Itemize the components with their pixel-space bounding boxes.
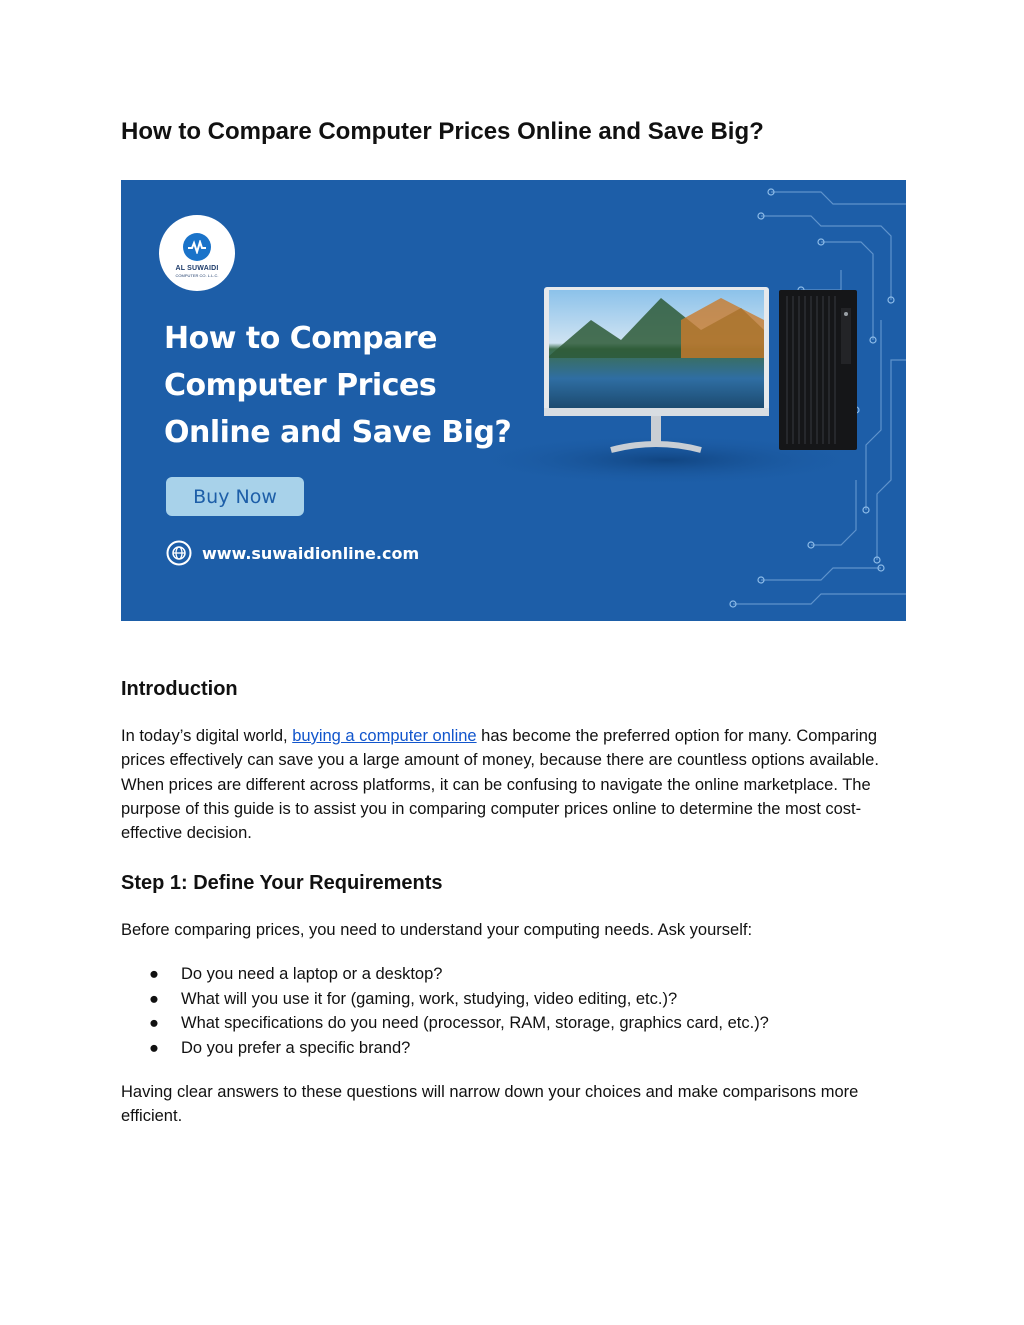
page-title: How to Compare Computer Prices Online and Save Big? [121,118,764,145]
buying-computer-online-link[interactable]: buying a computer online [292,727,477,745]
list-item-text: Do you need a laptop or a desktop? [181,965,443,983]
logo-sub-text: COMPUTER CO. L.L.C. [175,272,219,278]
buy-now-button[interactable]: Buy Now [166,477,304,516]
list-item [121,1036,769,1061]
bullet-icon: ● [149,965,159,983]
intro-text-rest: has become the preferred option for many. Comparing prices effectively can save you a large amount of money, because there are countless options available. When prices are different across platforms, it can be confusing to navigate the online marketplace. The purpose of this guide is to assist you in comparing computer prices online to determine the most cost-effective decision. [121,727,879,843]
website-url: www.suwaidionline.com [202,543,420,563]
step1-lead: Before comparing prices, you need to understand your computing needs. Ask yourself: [121,921,753,939]
requirements-list [121,962,769,1060]
banner-headline-line: How to Compare [164,321,438,356]
intro-text-start: In today’s digital world, [121,727,293,745]
bullet-icon: ● [149,989,159,1008]
banner-headline-line: Online and Save Big? [164,415,512,450]
logo-brand-text: AL SUWAIDI [175,264,219,272]
company-logo [159,215,235,291]
step1-heading: Step 1: Define Your Requirements [121,872,443,894]
list-item [121,962,769,987]
website-row [166,540,419,566]
bullet-icon: ● [149,1038,159,1057]
bullet-icon: ● [149,1014,159,1033]
step1-conclusion: Having clear answers to these questions will narrow down your choices and make comparisons more efficient. [121,1083,859,1126]
hero-banner [121,180,906,621]
banner-headline [164,315,524,456]
globe-icon [166,540,192,566]
list-item-text: What specifications do you need (processor, RAM, storage, graphics card, etc.)? [181,1014,769,1033]
list-item-text: What will you use it for (gaming, work, studying, video editing, etc.)? [181,989,678,1008]
logo-wave-icon [183,233,211,261]
banner-headline-line: Computer Prices [164,368,437,403]
introduction-heading: Introduction [121,678,238,700]
introduction-paragraph [121,724,911,845]
list-item-text: Do you prefer a specific brand? [181,1038,411,1057]
list-item [121,1011,769,1036]
list-item [121,987,769,1012]
